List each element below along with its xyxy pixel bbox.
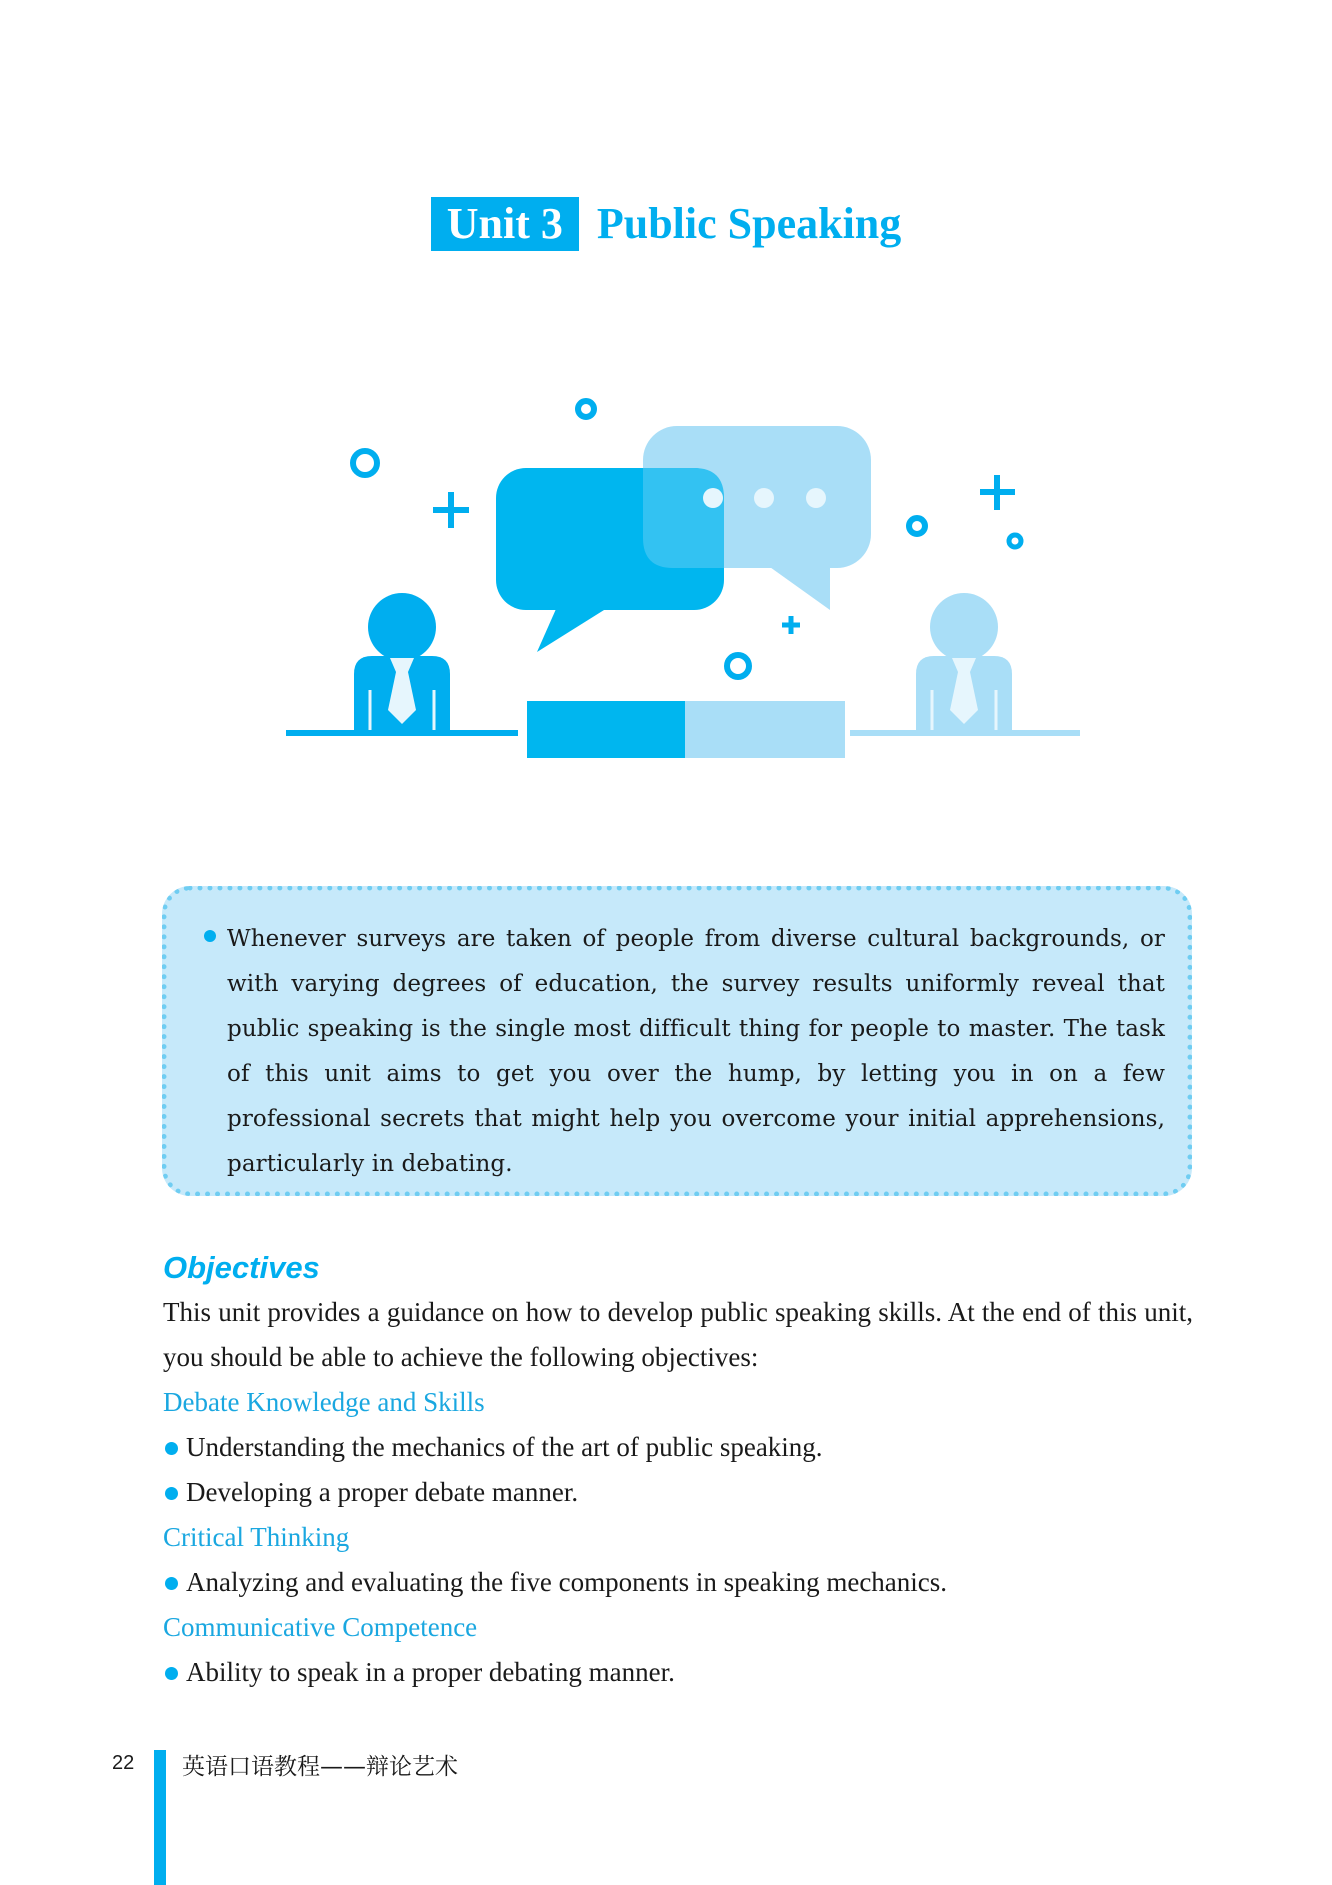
bullet-icon (165, 1487, 178, 1500)
unit-title: Public Speaking (596, 199, 902, 248)
objective-item (163, 1470, 1193, 1515)
bullet-icon (165, 1577, 178, 1590)
speech-bubble-icon (496, 468, 724, 652)
intro-callout (162, 886, 1192, 1196)
objective-item-text: Analyzing and evaluating the five components in speaking mechanics. (186, 1567, 948, 1597)
objective-item (163, 1560, 1193, 1605)
speaker-right-icon (850, 593, 1080, 736)
public-speaking-illustration (0, 0, 1332, 800)
bullet-icon (204, 930, 216, 942)
plus-icon (782, 616, 800, 634)
objective-item-text: Understanding the mechanics of the art of public speaking. (186, 1432, 823, 1462)
objective-subheading: Debate Knowledge and Skills (163, 1387, 485, 1417)
objective-item-text: Ability to speak in a proper debating manner. (186, 1657, 675, 1687)
page-number: 22 (112, 1752, 135, 1774)
objective-item (163, 1425, 1193, 1470)
unit-label: Unit 3 (431, 197, 579, 251)
bullet-icon (165, 1442, 178, 1455)
objectives-section (163, 1248, 1193, 1695)
objectives-intro: This unit provides a guidance on how to develop public speaking skills. At the end of this unit, you should be able to achieve the following objectives: (163, 1297, 1193, 1372)
objective-subheading: Communicative Competence (163, 1612, 478, 1642)
footer-accent-bar (154, 1750, 166, 1885)
objective-item-text: Developing a proper debate manner. (186, 1477, 579, 1507)
intro-text: Whenever surveys are taken of people from diverse cultural backgrounds, or with varying degrees of education, the survey results uniformly reveal that public speaking is the single most difficult thing for people to master. The task of this unit aims to get you over the hump, by letting you in on a few professional secrets that might help you overcome your initial apprehensions, particularly in debating. (227, 926, 1165, 1177)
speaker-left-icon (286, 593, 518, 736)
objectives-heading: Objectives (163, 1250, 320, 1285)
objective-subheading: Critical Thinking (163, 1522, 350, 1552)
objective-item (163, 1650, 1193, 1695)
podium-icon (527, 701, 845, 758)
bullet-icon (165, 1667, 178, 1680)
book-title: 英语口语教程——辩论艺术 (182, 1754, 458, 1780)
circle-icon (1009, 535, 1021, 547)
